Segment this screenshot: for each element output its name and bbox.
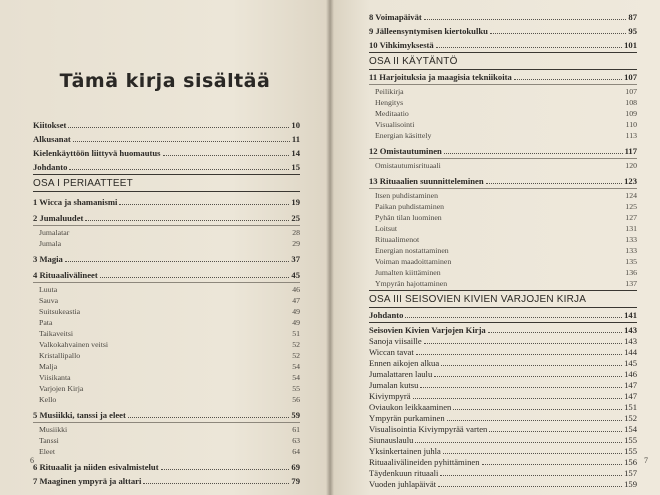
toc-subentry: Eleet 64 xyxy=(39,447,300,456)
toc-chapter: 5 Musiikki, tanssi ja eleet 59 xyxy=(33,410,300,420)
page-number: 7 xyxy=(644,456,648,465)
toc-subentry: Kello 56 xyxy=(39,395,300,404)
toc-subentry: Peilikirja 107 xyxy=(375,87,637,96)
toc-entry: Alkusanat 11 xyxy=(33,134,300,144)
toc-subentry: Oviaukon leikkaaminen 151 xyxy=(369,402,637,412)
toc-chapter: 10 Vihkimyksestä 101 xyxy=(369,40,637,50)
toc-chapter: 13 Rituaalien suunnitteleminen 123 xyxy=(369,176,637,186)
toc-subentry: Jumala 29 xyxy=(39,239,300,248)
toc-subentry: Itsen puhdistaminen 124 xyxy=(375,191,637,200)
toc-subentry: Wiccan tavat 144 xyxy=(369,347,637,357)
toc-subentry: Rituaalivälineiden pyhittäminen 156 xyxy=(369,457,637,467)
toc-subentry: Rituaalimenot 133 xyxy=(375,235,637,244)
toc-entry: Johdanto 15 xyxy=(33,162,300,172)
toc-subentry: Yksinkertainen juhla 155 xyxy=(369,446,637,456)
toc-subentry: Siunauslaulu 155 xyxy=(369,435,637,445)
toc-subentry: Suitsukeastia 49 xyxy=(39,307,300,316)
toc-subentry: Jumalan kutsu 147 xyxy=(369,380,637,390)
toc-chapter: 8 Voimapäivät 87 xyxy=(369,12,637,22)
toc-subentry: Kiviympyrä 147 xyxy=(369,391,637,401)
toc-subentry: Visualisointi 110 xyxy=(375,120,637,129)
toc-chapter: 12 Omistautuminen 117 xyxy=(369,146,637,156)
toc-entry: Kiitokset 10 xyxy=(33,120,300,130)
toc-subentry: Taikaveitsi 51 xyxy=(39,329,300,338)
toc-subentry: Musiikki 61 xyxy=(39,425,300,434)
toc-chapter: 6 Rituaalit ja niiden esivalmistelut 69 xyxy=(33,462,300,472)
toc-subentry: Ympyrän hajottaminen 137 xyxy=(375,279,637,288)
page-title: Tämä kirja sisältää xyxy=(59,70,271,92)
toc-subentry: Energian nostattaminen 133 xyxy=(375,246,637,255)
toc-subentry: Täydenkuun rituaali 157 xyxy=(369,468,637,478)
toc-chapter: 7 Maaginen ympyrä ja alttari 79 xyxy=(33,476,300,486)
toc-chapter: Johdanto 141 xyxy=(369,310,637,320)
toc-subentry: Jumalattaren laulu 146 xyxy=(369,369,637,379)
toc-subentry: Pata 49 xyxy=(39,318,300,327)
toc-chapter: 2 Jumaluudet 25 xyxy=(33,213,300,223)
toc-entry: Kielenkäyttöön liittyvä huomautus 14 xyxy=(33,148,300,158)
toc-subentry: Hengitys 108 xyxy=(375,98,637,107)
page-number: 6 xyxy=(30,456,34,465)
toc-chapter: 3 Magia 37 xyxy=(33,254,300,264)
toc-left xyxy=(33,120,300,487)
toc-subentry: Energian käsittely 113 xyxy=(375,131,637,140)
toc-subentry: Jumalatar 28 xyxy=(39,228,300,237)
toc-chapter: 1 Wicca ja shamanismi 19 xyxy=(33,197,300,207)
toc-subentry: Voiman maadoittaminen 135 xyxy=(375,257,637,266)
toc-subentry: Valkokahvainen veitsi 52 xyxy=(39,340,300,349)
book-gutter xyxy=(326,0,334,495)
toc-chapter: Seisovien Kivien Varjojen Kirja 143 xyxy=(369,325,637,335)
toc-subentry: Tanssi 63 xyxy=(39,436,300,445)
section-heading: OSA II KÄYTÄNTÖ xyxy=(369,56,458,67)
toc-subentry: Viisikanta 54 xyxy=(39,373,300,382)
toc-chapter: 9 Jälleensyntymisen kiertokulku 95 xyxy=(369,26,637,36)
toc-right xyxy=(369,12,637,490)
toc-subentry: Sauva 47 xyxy=(39,296,300,305)
toc-subentry: Luuta 46 xyxy=(39,285,300,294)
toc-subentry: Meditaatio 109 xyxy=(375,109,637,118)
toc-subentry: Varjojen Kirja 55 xyxy=(39,384,300,393)
toc-chapter: 4 Rituaalivälineet 45 xyxy=(33,270,300,280)
toc-subentry: Pyhän tilan luominen 127 xyxy=(375,213,637,222)
toc-subentry: Omistautumisrituaali 120 xyxy=(375,161,637,170)
toc-subentry: Vuoden juhlapäivät 159 xyxy=(369,479,637,489)
toc-subentry: Loitsut 131 xyxy=(375,224,637,233)
section-heading: OSA III SEISOVIEN KIVIEN VARJOJEN KIRJA xyxy=(369,294,587,305)
toc-subentry: Ennen aikojen alkua 145 xyxy=(369,358,637,368)
right-page xyxy=(330,0,660,495)
toc-subentry: Sanoja viisaille 143 xyxy=(369,336,637,346)
toc-subentry: Ympyrän purkaminen 152 xyxy=(369,413,637,423)
toc-subentry: Paikan puhdistaminen 125 xyxy=(375,202,637,211)
toc-subentry: Visualisointia Kiviympyrää varten 154 xyxy=(369,424,637,434)
toc-subentry: Kristallipallo 52 xyxy=(39,351,300,360)
toc-subentry: Malja 54 xyxy=(39,362,300,371)
section-heading: OSA I PERIAATTEET xyxy=(33,178,133,189)
toc-subentry: Jumalten kiittäminen 136 xyxy=(375,268,637,277)
toc-chapter: 11 Harjoituksia ja maagisia tekniikoita 107 xyxy=(369,72,637,82)
